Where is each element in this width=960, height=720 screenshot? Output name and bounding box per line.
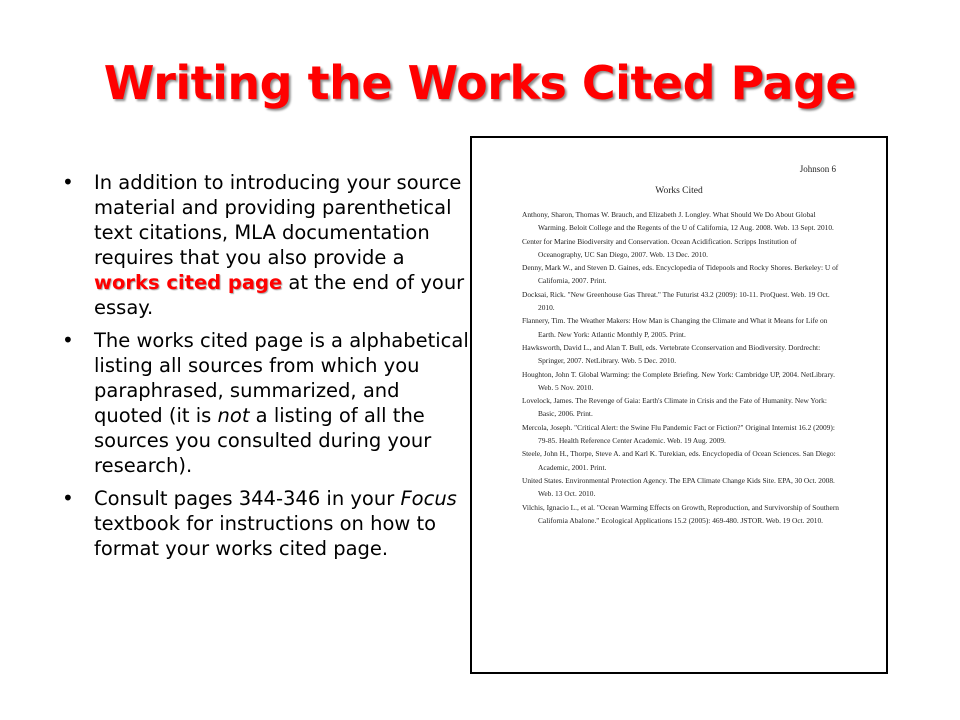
slide-title: Writing the Works Cited Page <box>103 56 857 110</box>
doc-entries <box>522 208 842 527</box>
highlight-text: works cited page <box>94 271 283 294</box>
bullet-item <box>62 328 472 478</box>
citation-entry: Flannery, Tim. The Weather Makers: How Man is Changing the Climate and What it Means for Life on Earth. New York: Atlantic Monthly P, 2005. Print. <box>522 316 828 339</box>
doc-heading: Works Cited <box>655 186 703 196</box>
citation-entry: Steele, John H., Thorpe, Steve A. and Karl K. Turekian, eds. Encyclopedia of Ocean Sciences. San Diego: Academic, 2001. Print. <box>522 449 836 472</box>
bullet-text: textbook for instructions on how to format your works cited page. <box>94 512 437 560</box>
doc-page-header: Johnson 6 <box>799 164 836 174</box>
citation-entry: Hawksworth, David L., and Alan T. Bull, eds. Vertebrate Cconservation and Biodiversity. Dordrecht: Springer, 2007. NetLibrary. Web. 5 Dec. 2010. <box>522 342 821 366</box>
bullet-dot-icon: • <box>62 328 74 352</box>
bullet-text: Consult pages 344-346 in your <box>94 487 401 510</box>
citation-entry: Lovelock, James. The Revenge of Gaia: Earth's Climate in Crisis and the Fate of Humanity. New York: Basic, 2006. Print. <box>522 396 827 419</box>
bullet-text: The works cited page is a alphabetical listing all sources from which you paraphrased, summarized, and quoted (it is <box>94 329 469 427</box>
citation-entry: United States. Environmental Protection Agency. The EPA Climate Change Kids Site. EPA, 30 Oct. 2008. Web. 13 Oct. 2010. <box>522 475 835 499</box>
works-cited-document <box>472 138 886 672</box>
citation-entry: Houghton, John T. Global Warming: the Complete Briefing. New York: Cambridge UP, 2004. NetLibrary. Web. 5 Nov. 2010. <box>522 369 835 392</box>
bullet-dot-icon: • <box>62 170 74 194</box>
citation-entry: Denny, Mark W., and Steven D. Gaines, eds. Encyclopedia of Tidepools and Rocky Shores. Berkeley: U of California, 2007. Print. <box>522 263 839 286</box>
citation-entry: Anthony, Sharon, Thomas W. Brauch, and Elizabeth J. Longley. What Should We Do About Global Warming. Beloit College and the Regents of the U of California, 12 Aug. 2008. Web. 13 Sept. 2010. <box>522 210 834 233</box>
bullet-list <box>62 170 472 569</box>
bullet-item <box>62 486 472 561</box>
citation-entry: Mercola, Joseph. "Critical Alert: the Swine Flu Pandemic Fact or Fiction?" Original Internist 16.2 (2009): 79-85. Health Reference Center Academic. Web. 19 Aug. 2009. <box>522 422 835 446</box>
citation-entry: Center for Marine Biodiversity and Conservation. Ocean Acidification. Scripps Institution of Oceanography, UC San Diego, 2007. Web. 13 Dec. 2010. <box>522 236 797 259</box>
italic-text: Focus <box>400 487 457 510</box>
bullet-item <box>62 170 472 320</box>
citation-entry: Vilchis, Ignacio L., et al. "Ocean Warming Effects on Growth, Reproduction, and Survivorship of Southern California Abalone." Ecological Applications 15.2 (2005): 469-480. JSTOR. Web. 19 Oct. 2010. <box>522 502 839 525</box>
bullet-text: at the end of your essay. <box>94 271 465 319</box>
italic-text: not <box>217 404 250 427</box>
bullet-text: In addition to introducing your source material and providing parenthetical text citations, MLA documentation requires that you also provide a <box>94 171 462 269</box>
works-cited-example-image <box>470 136 888 674</box>
citation-entry: Docksai, Rick. "New Greenhouse Gas Threat." The Futurist 43.2 (2009): 10-11. ProQuest. Web. 19 Oct. 2010. <box>522 289 830 313</box>
bullet-dot-icon: • <box>62 486 74 510</box>
bullet-text: a listing of all the sources you consulted during your research). <box>94 404 432 477</box>
